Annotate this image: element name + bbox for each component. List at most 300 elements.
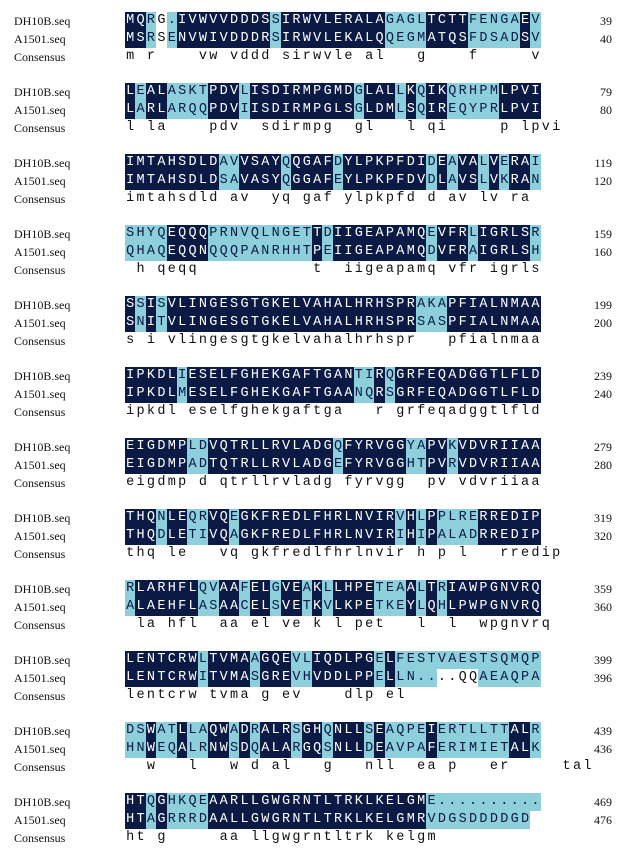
residue: A: [531, 457, 540, 472]
residue: n: [365, 759, 374, 774]
residue: E: [219, 315, 228, 330]
residue: T: [126, 510, 135, 525]
residue: d: [188, 191, 197, 206]
residue: A: [250, 652, 259, 667]
residue: [520, 48, 530, 66]
residue: T: [209, 457, 218, 472]
residue: N: [146, 670, 156, 685]
residue: g: [282, 404, 291, 419]
residue: P: [510, 102, 519, 117]
residue: M: [406, 244, 415, 259]
residue: A: [250, 244, 259, 259]
residue: L: [313, 812, 322, 827]
residue: r: [531, 617, 540, 632]
residue: V: [240, 155, 249, 170]
residue: [437, 190, 447, 208]
residue: a: [520, 333, 530, 348]
residue: S: [271, 599, 280, 614]
residue: M: [178, 386, 187, 401]
residue: T: [313, 368, 322, 383]
residue: [156, 332, 166, 350]
residue: A: [510, 723, 519, 738]
residue: L: [479, 173, 488, 188]
residue: P: [479, 599, 488, 614]
residue: Q: [198, 581, 207, 596]
residue: A: [520, 315, 530, 330]
residue: A: [417, 741, 426, 756]
residue: I: [375, 510, 384, 525]
residue: V: [209, 528, 218, 543]
residue: e: [178, 546, 187, 561]
residue: Q: [167, 741, 176, 756]
residue: [239, 829, 249, 847]
residue: E: [365, 581, 374, 596]
residue: E: [385, 794, 395, 809]
residue: p: [396, 333, 405, 348]
residue: N: [198, 244, 207, 259]
residue: T: [136, 794, 145, 809]
residue: v: [302, 333, 311, 348]
residue: R: [178, 812, 187, 827]
residue: K: [146, 368, 156, 383]
residue: L: [250, 794, 259, 809]
residue: [187, 545, 197, 563]
residue: A: [198, 599, 207, 614]
residue: H: [354, 297, 363, 312]
residue: I: [520, 528, 530, 543]
residue: t: [323, 830, 332, 845]
residue: R: [198, 510, 207, 525]
residue: A: [126, 599, 135, 614]
residue: G: [489, 244, 498, 259]
residue: .: [448, 670, 457, 685]
residue: e: [188, 404, 197, 419]
residue: P: [209, 84, 218, 99]
residue: A: [146, 812, 156, 827]
residue: i: [385, 546, 395, 561]
residue: i: [469, 333, 478, 348]
residue: M: [333, 84, 343, 99]
residue: p: [448, 333, 457, 348]
residue: P: [396, 297, 405, 312]
residue: P: [178, 439, 187, 454]
residue: l: [146, 120, 156, 135]
residue: k: [385, 830, 395, 845]
residue: d: [344, 688, 353, 703]
residue: L: [302, 510, 311, 525]
residue: V: [219, 31, 228, 46]
residue: N: [500, 599, 509, 614]
residue: T: [313, 226, 322, 241]
residue: V: [510, 599, 519, 614]
residue: e: [219, 333, 228, 348]
alignment-row: [0, 651, 620, 669]
sequence-residues: [125, 722, 541, 740]
residue: T: [458, 13, 467, 28]
sequence-residues: [125, 616, 551, 634]
residue: E: [427, 386, 436, 401]
residue: R: [271, 244, 280, 259]
residue: R: [437, 581, 446, 596]
residue: L: [333, 102, 343, 117]
residue: K: [271, 368, 280, 383]
residue: r: [271, 475, 280, 490]
residue: G: [354, 226, 363, 241]
residue: W: [302, 31, 311, 46]
residue: K: [406, 84, 415, 99]
residue: G: [261, 652, 270, 667]
residue: [187, 829, 197, 847]
residue: P: [406, 741, 415, 756]
residue: [437, 332, 447, 350]
residue: R: [178, 652, 187, 667]
residue: G: [261, 670, 270, 685]
residue: T: [230, 457, 239, 472]
residue: H: [437, 599, 446, 614]
residue: T: [157, 670, 166, 685]
residue: A: [354, 31, 363, 46]
residue: V: [396, 741, 405, 756]
residue: [270, 616, 280, 634]
residue: L: [323, 794, 332, 809]
residue: q: [427, 262, 436, 277]
residue: n: [198, 333, 207, 348]
residue: G: [323, 457, 332, 472]
residue: G: [469, 386, 478, 401]
residue: A: [385, 741, 395, 756]
residue: V: [209, 581, 218, 596]
residue: R: [365, 439, 374, 454]
residue: E: [126, 457, 135, 472]
residue: S: [458, 812, 467, 827]
alignment-row: [0, 722, 620, 740]
residue: V: [458, 155, 467, 170]
residue: P: [240, 244, 249, 259]
residue: l: [261, 617, 270, 632]
residue: I: [282, 13, 291, 28]
residue: [499, 190, 509, 208]
residue: k: [261, 546, 270, 561]
residue: H: [406, 510, 415, 525]
sequence-label: A1501.seq: [14, 813, 66, 827]
residue: Q: [458, 102, 467, 117]
residue: t: [126, 546, 135, 561]
residue: Q: [188, 794, 197, 809]
residue: K: [448, 439, 457, 454]
residue: h: [136, 262, 145, 277]
residue: [239, 261, 249, 279]
residue: S: [136, 297, 145, 312]
residue: [291, 261, 301, 279]
residue: R: [448, 741, 457, 756]
residue: V: [458, 439, 467, 454]
residue: Q: [219, 528, 228, 543]
residue: D: [510, 528, 519, 543]
residue: I: [240, 102, 249, 117]
sequence-residues: [125, 154, 541, 172]
residue: A: [375, 244, 384, 259]
residue: L: [188, 439, 197, 454]
residue: P: [448, 297, 457, 312]
residue: d: [531, 404, 540, 419]
residue-count: 320: [594, 529, 612, 543]
residue: D: [157, 368, 166, 383]
residue: A: [219, 812, 228, 827]
residue: A: [479, 297, 488, 312]
residue: p: [354, 617, 363, 632]
residue: I: [126, 155, 135, 170]
residue: V: [531, 31, 540, 46]
residue: L: [520, 741, 530, 756]
residue: D: [333, 652, 343, 667]
sequence-label: A1501.seq: [14, 529, 66, 543]
residue: a: [572, 759, 582, 774]
residue: L: [271, 741, 280, 756]
residue: V: [479, 457, 488, 472]
residue-count: 476: [594, 813, 612, 827]
residue: P: [354, 652, 363, 667]
residue: l: [333, 830, 343, 845]
residue: [156, 758, 166, 776]
residue: G: [271, 812, 280, 827]
residue: A: [448, 368, 457, 383]
residue: S: [126, 226, 135, 241]
residue: P: [396, 315, 405, 330]
residue: t: [157, 688, 166, 703]
residue: p: [437, 546, 446, 561]
sequence-residues: [125, 332, 541, 350]
residue: g: [261, 688, 270, 703]
residue: q: [219, 475, 228, 490]
residue: S: [292, 723, 301, 738]
residue: L: [500, 368, 509, 383]
residue: Q: [282, 155, 291, 170]
residue: [499, 48, 509, 66]
residue: E: [188, 386, 197, 401]
residue: l: [313, 546, 322, 561]
residue: I: [344, 226, 353, 241]
residue: I: [510, 457, 519, 472]
residue: .: [469, 794, 478, 809]
residue: Q: [209, 244, 218, 259]
residue: r: [406, 333, 415, 348]
residue: A: [510, 13, 519, 28]
residue: T: [146, 155, 156, 170]
residue: I: [531, 102, 540, 117]
residue: T: [427, 13, 436, 28]
residue: a: [219, 830, 228, 845]
residue: Q: [198, 226, 207, 241]
residue: G: [489, 599, 498, 614]
residue: K: [313, 581, 322, 596]
residue: N: [146, 652, 156, 667]
residue: L: [198, 155, 207, 170]
residue: s: [178, 191, 187, 206]
residue: v: [219, 546, 228, 561]
sequence-residues: [125, 172, 541, 190]
residue: R: [292, 13, 301, 28]
residue: E: [396, 599, 405, 614]
residue: H: [375, 297, 384, 312]
residue: A: [250, 173, 259, 188]
residue: f: [469, 49, 478, 64]
residue: [270, 261, 280, 279]
residue: R: [344, 13, 353, 28]
residue: t: [375, 617, 384, 632]
residue: f: [396, 191, 405, 206]
residue: v: [230, 120, 239, 135]
residue: G: [396, 386, 405, 401]
residue: g: [323, 759, 332, 774]
residue: D: [406, 173, 415, 188]
residue: W: [198, 31, 207, 46]
residue: [239, 119, 249, 137]
residue: R: [375, 368, 384, 383]
residue: g: [500, 617, 509, 632]
residue: A: [219, 794, 228, 809]
residue: L: [344, 723, 353, 738]
residue: L: [230, 812, 239, 827]
residue: E: [282, 297, 291, 312]
residue: [333, 474, 343, 492]
residue: Q: [417, 102, 426, 117]
residue: A: [333, 386, 343, 401]
residue: E: [375, 723, 384, 738]
residue: L: [479, 155, 488, 170]
residue: K: [375, 794, 384, 809]
residue: y: [344, 191, 353, 206]
residue: I: [520, 510, 530, 525]
residue: v: [479, 475, 488, 490]
residue: Y: [271, 173, 280, 188]
residue: P: [427, 528, 436, 543]
residue: E: [157, 599, 166, 614]
residue: [458, 119, 468, 137]
residue: A: [146, 244, 156, 259]
residue: q: [541, 617, 550, 632]
residue: L: [323, 13, 332, 28]
residue: r: [510, 546, 519, 561]
residue: r: [406, 404, 415, 419]
residue: [187, 119, 197, 137]
residue: D: [240, 723, 249, 738]
residue: N: [354, 510, 363, 525]
residue: D: [198, 457, 207, 472]
residue: h: [250, 404, 259, 419]
residue: A: [136, 102, 145, 117]
sequence-residues: [125, 314, 541, 332]
residue: D: [209, 173, 218, 188]
residue: P: [354, 599, 363, 614]
residue: y: [271, 191, 280, 206]
residue: L: [136, 599, 145, 614]
residue: A: [219, 581, 228, 596]
residue: N: [500, 297, 509, 312]
residue: l: [292, 475, 301, 490]
residue: A: [302, 457, 311, 472]
residue: Q: [146, 794, 156, 809]
residue: I: [126, 386, 135, 401]
residue: P: [531, 510, 540, 525]
residue: s: [198, 404, 207, 419]
sequence-residues: [125, 598, 541, 616]
residue: t: [146, 191, 156, 206]
residue: Q: [136, 13, 145, 28]
residue: k: [146, 404, 156, 419]
residue: R: [458, 244, 467, 259]
residue: [322, 687, 332, 705]
residue: I: [479, 741, 488, 756]
residue: K: [146, 386, 156, 401]
residue: n: [313, 830, 322, 845]
residue: R: [489, 102, 498, 117]
residue: p: [500, 120, 509, 135]
residue: M: [167, 457, 176, 472]
sequence-label: A1501.seq: [14, 600, 66, 614]
residue: L: [500, 102, 509, 117]
residue: q: [157, 262, 166, 277]
residue: L: [292, 457, 301, 472]
residue: [167, 48, 177, 66]
residue: V: [167, 315, 176, 330]
alignment-row: [0, 438, 620, 456]
residue: M: [230, 652, 239, 667]
alignment-row: [0, 758, 620, 776]
residue: [458, 758, 468, 776]
residue: P: [385, 244, 395, 259]
residue: A: [510, 741, 519, 756]
residue: R: [146, 31, 156, 46]
residue: S: [261, 84, 270, 99]
residue: [509, 119, 519, 137]
residue: [385, 119, 395, 137]
residue: L: [240, 812, 249, 827]
residue: G: [396, 439, 405, 454]
residue: S: [250, 670, 259, 685]
residue: [478, 119, 488, 137]
residue: G: [282, 386, 291, 401]
residue: i: [500, 475, 509, 490]
residue: Q: [219, 457, 228, 472]
residue: a: [146, 617, 156, 632]
residue: R: [479, 528, 488, 543]
residue: v: [323, 49, 332, 64]
residue: i: [552, 120, 561, 135]
residue: F: [458, 315, 467, 330]
residue: L: [178, 315, 187, 330]
residue: A: [219, 599, 228, 614]
residue: L: [385, 812, 395, 827]
residue: r: [365, 475, 374, 490]
residue: l: [344, 333, 353, 348]
residue: D: [271, 84, 280, 99]
residue: l: [333, 617, 343, 632]
residue: P: [510, 84, 519, 99]
residue: Y: [344, 155, 353, 170]
residue: [354, 758, 364, 776]
residue: N: [230, 226, 239, 241]
residue: K: [365, 812, 374, 827]
residue-count: 199: [594, 298, 612, 312]
residue: Q: [469, 670, 478, 685]
residue: S: [323, 741, 332, 756]
residue: p: [365, 688, 374, 703]
residue: V: [510, 581, 519, 596]
residue: r: [344, 546, 353, 561]
residue: E: [365, 599, 374, 614]
residue: I: [250, 102, 259, 117]
residue: G: [292, 173, 301, 188]
